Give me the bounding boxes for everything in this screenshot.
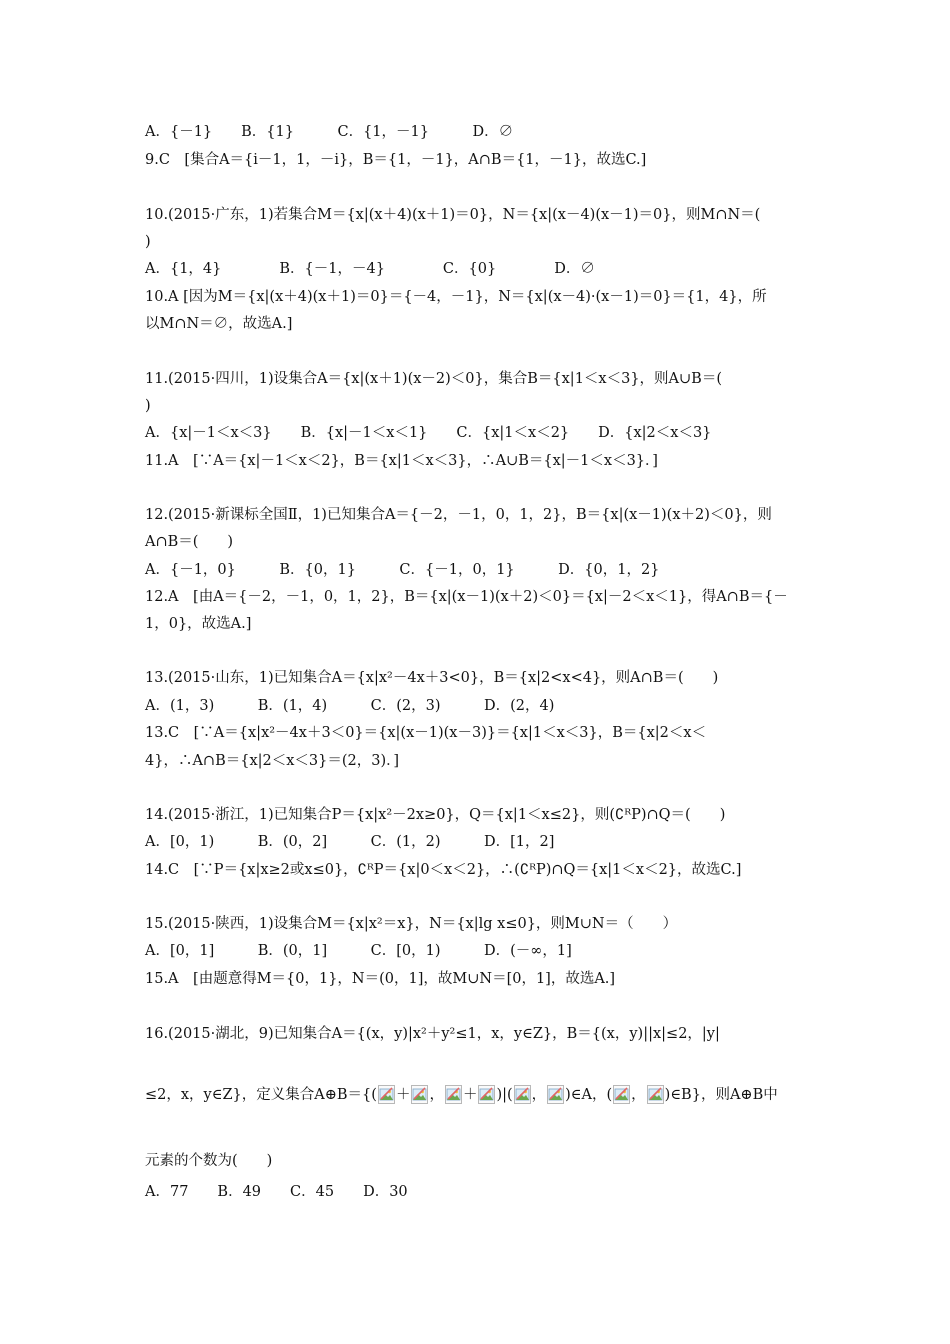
q8-options: A．{－1} B．{1} C．{1，－1} D．∅ (145, 124, 514, 140)
q15-options: A．[0，1] B．(0，1] C．[0，1) D．(－∞，1] (145, 943, 572, 959)
q12-stem: 12.(2015·新课标全国Ⅱ，1)已知集合A＝{－2，－1，0，1，2}，B＝{x|(x－1)(x＋2)＜0}，则 (145, 507, 772, 523)
broken-image-icon (411, 1085, 428, 1104)
a10-answer-cont: 以M∩N＝∅，故选A.] (145, 316, 293, 332)
a11-answer: 11.A [∵A＝{x|－1＜x＜2}，B＝{x|1＜x＜3}，∴A∪B＝{x|－1＜x＜3}．] (145, 453, 658, 469)
a13-answer: 13.C [∵A＝{x|x²－4x＋3＜0}＝{x|(x－1)(x－3)}＝{x|1＜x＜3}，B＝{x|2＜x＜ (145, 725, 707, 741)
q16-text-seg: ， (429, 1087, 444, 1103)
q12-stem-cont: A∩B＝( ) (145, 534, 234, 550)
broken-image-icon (514, 1085, 531, 1104)
q11-stem: 11.(2015·四川，1)设集合A＝{x|(x＋1)(x－2)＜0}，集合B＝{x|1＜x＜3}，则A∪B＝( (145, 371, 722, 387)
a9-answer: 9.C [集合A＝{i－1，1，－i}，B＝{1，－1}，A∩B＝{1，－1}，故选C.] (145, 152, 647, 168)
q16-text-seg: )∈A，( (565, 1087, 613, 1103)
q13-stem: 13.(2015·山东，1)已知集合A＝{x|x²－4x＋3<0}，B＝{x|2<x<4}，则A∩B＝( ) (145, 670, 719, 686)
q12-options: A．{－1，0} B．{0，1} C．{－1，0，1} D．{0，1，2} (145, 562, 660, 578)
broken-image-icon (647, 1085, 664, 1104)
a13-answer-cont: 4}，∴A∩B＝{x|2＜x＜3}＝(2，3)．] (145, 753, 400, 769)
q10-options: A．{1，4} B．{－1，－4} C．{0} D．∅ (145, 261, 595, 277)
q16-stem-line3: 元素的个数为( ) (145, 1153, 273, 1169)
broken-image-icon (613, 1085, 630, 1104)
q11-options: A．{x|－1＜x＜3} B．{x|－1＜x＜1} C．{x|1＜x＜2} D．{x|2＜x＜3} (145, 425, 712, 441)
a12-answer: 12.A [由A＝{－2，－1，0，1，2}，B＝{x|(x－1)(x＋2)＜0}＝{x|－2＜x＜1}，得A∩B＝{－ (145, 589, 788, 605)
q16-text-seg: ≤2，x，y∈Z}，定义集合A⊕B＝{( (145, 1087, 377, 1103)
q16-text-seg: ， (631, 1087, 646, 1103)
a14-answer: 14.C [∵P＝{x|x≥2或x≤0}，∁ᴿP＝{x|0＜x＜2}，∴(∁ᴿP)∩Q＝{x|1＜x＜2}，故选C.] (145, 862, 742, 878)
q16-text-seg: )|( (496, 1087, 513, 1103)
q16-stem: 16.(2015·湖北，9)已知集合A＝{(x，y)|x²＋y²≤1，x，y∈Z}，B＝{(x，y)||x|≤2，|y| (145, 1026, 720, 1042)
q10-stem: 10.(2015·广东，1)若集合M＝{x|(x＋4)(x＋1)＝0}，N＝{x|(x－4)(x－1)＝0}，则M∩N＝( (145, 207, 761, 223)
broken-image-icon (378, 1085, 395, 1104)
a12-answer-cont: 1，0}，故选A.] (145, 616, 252, 632)
q16-text-seg: ＋ (462, 1087, 478, 1103)
q10-stem-cont: ) (145, 234, 151, 250)
q16-stem-line2 (145, 1085, 810, 1105)
q16-text-seg: )∈B}，则A⊕B中 (664, 1087, 778, 1103)
q15-stem: 15.(2015·陕西，1)设集合M＝{x|x²＝x}，N＝{x|lg x≤0}，则M∪N＝（ ） (145, 916, 678, 932)
broken-image-icon (547, 1085, 564, 1104)
q16-text-seg: ， (531, 1087, 547, 1103)
a15-answer: 15.A [由题意得M＝{0，1}，N＝(0，1]，故M∪N＝[0，1]，故选A.] (145, 971, 616, 987)
a10-answer: 10.A [因为M＝{x|(x＋4)(x＋1)＝0}＝{－4，－1}，N＝{x|(x－4)·(x－1)＝0}＝{1，4}，所 (145, 289, 767, 305)
q16-options: A．77 B．49 C．45 D．30 (145, 1184, 408, 1200)
broken-image-icon (478, 1085, 495, 1104)
broken-image-icon (445, 1085, 462, 1104)
q14-options: A．[0，1) B．(0，2] C．(1，2) D．[1，2] (145, 834, 555, 850)
q13-options: A．(1，3) B．(1，4) C．(2，3) D．(2，4) (145, 698, 555, 714)
q14-stem: 14.(2015·浙江，1)已知集合P＝{x|x²－2x≥0}，Q＝{x|1＜x≤2}，则(∁ᴿP)∩Q＝( ) (145, 807, 726, 823)
q16-text-seg: ＋ (395, 1087, 411, 1103)
q11-stem-cont: ) (145, 398, 151, 414)
